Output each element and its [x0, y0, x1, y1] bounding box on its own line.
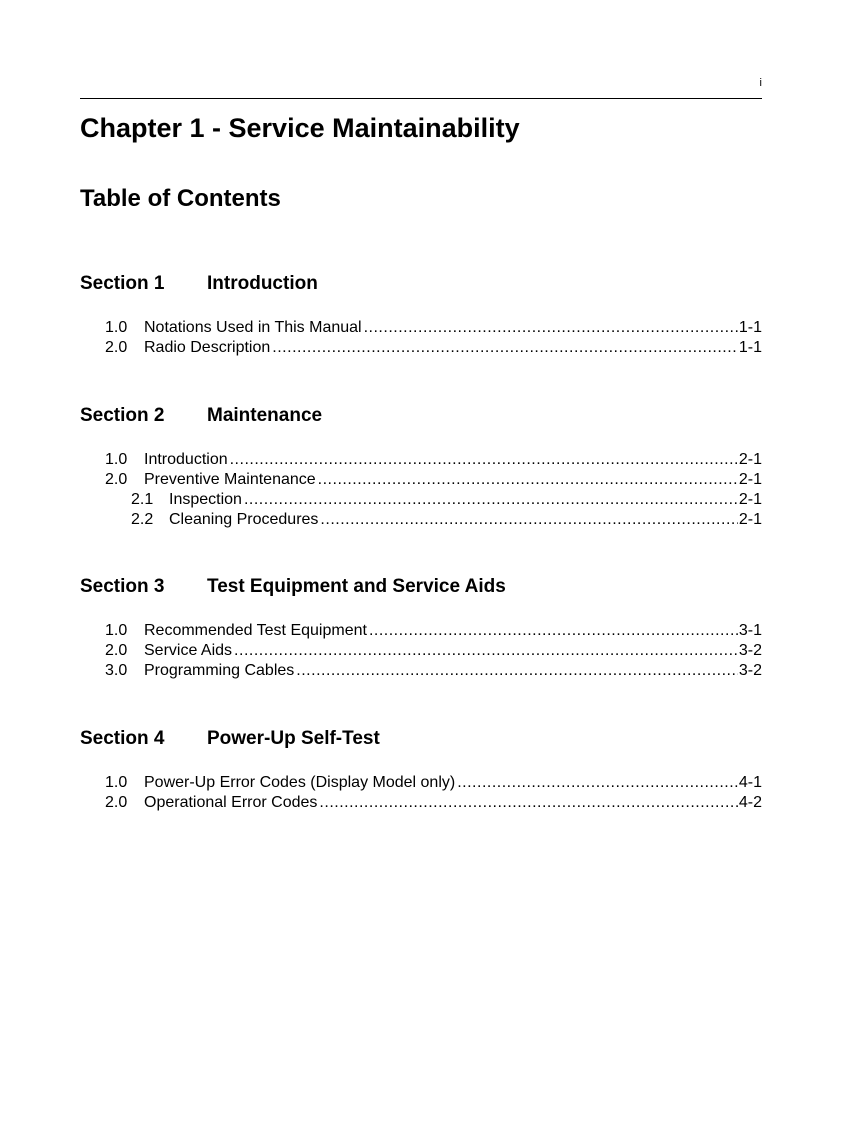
entry-number: 2.1 — [131, 491, 154, 508]
page-number: i — [759, 77, 762, 89]
section-label: Section 2 — [80, 405, 165, 426]
entry-title: Preventive Maintenance — [144, 471, 316, 488]
section-title: Power-Up Self-Test — [207, 728, 380, 749]
dot-leader — [230, 450, 738, 470]
toc-section-4 — [80, 727, 762, 813]
entry-page: 2-1 — [738, 451, 762, 468]
toc-section-1 — [80, 272, 762, 358]
toc-entry[interactable] — [80, 338, 762, 358]
toc-entry[interactable] — [80, 621, 762, 641]
toc-heading: Table of Contents — [80, 185, 281, 212]
toc-entry[interactable] — [80, 470, 762, 490]
entry-title: Inspection — [169, 491, 242, 508]
entry-page: 3-2 — [738, 662, 762, 679]
entry-title: Recommended Test Equipment — [144, 622, 367, 639]
entry-page: 1-1 — [738, 319, 762, 336]
entry-title: Service Aids — [144, 642, 233, 659]
toc-entry-list — [80, 621, 762, 681]
entry-number: 3.0 — [105, 662, 128, 679]
section-title: Maintenance — [207, 405, 323, 426]
section-label: Section 3 — [80, 576, 165, 597]
toc-entry[interactable] — [80, 641, 762, 661]
dot-leader — [364, 318, 738, 338]
entry-title: Programming Cables — [144, 662, 295, 679]
dot-leader — [234, 641, 738, 661]
entry-number: 2.2 — [131, 511, 154, 528]
entry-page: 1-1 — [738, 339, 762, 356]
entry-page: 3-1 — [738, 622, 762, 639]
entry-title: Cleaning Procedures — [169, 511, 319, 528]
toc-entry[interactable] — [80, 773, 762, 793]
toc-entry[interactable] — [80, 450, 762, 470]
entry-number: 2.0 — [105, 471, 128, 488]
entry-page: 4-1 — [738, 774, 762, 791]
entry-page: 3-2 — [738, 642, 762, 659]
dot-leader — [369, 621, 738, 641]
dot-leader — [457, 773, 738, 793]
section-heading — [80, 727, 762, 751]
entry-page: 4-2 — [738, 794, 762, 811]
entry-title: Operational Error Codes — [144, 794, 318, 811]
entry-title: Radio Description — [144, 339, 271, 356]
entry-number: 1.0 — [105, 774, 128, 791]
entry-number: 1.0 — [105, 451, 128, 468]
section-title: Test Equipment and Service Aids — [207, 576, 506, 597]
entry-title: Notations Used in This Manual — [144, 319, 362, 336]
toc-entry-list — [80, 773, 762, 813]
entry-number: 2.0 — [105, 339, 128, 356]
toc-entry[interactable] — [80, 318, 762, 338]
dot-leader — [320, 510, 737, 530]
dot-leader — [272, 338, 738, 358]
toc-subentry[interactable] — [80, 510, 762, 530]
dot-leader — [296, 661, 738, 681]
toc-section-2 — [80, 404, 762, 530]
entry-number: 2.0 — [105, 794, 128, 811]
entry-number: 1.0 — [105, 622, 128, 639]
header-rule — [80, 98, 762, 99]
section-label: Section 4 — [80, 728, 165, 749]
section-heading — [80, 272, 762, 296]
toc-entry[interactable] — [80, 793, 762, 813]
section-heading — [80, 575, 762, 599]
dot-leader — [319, 793, 737, 813]
entry-title: Power-Up Error Codes (Display Model only) — [144, 774, 456, 791]
entry-number: 2.0 — [105, 642, 128, 659]
entry-page: 2-1 — [738, 511, 762, 528]
section-label: Section 1 — [80, 273, 165, 294]
entry-page: 2-1 — [738, 471, 762, 488]
entry-title: Introduction — [144, 451, 228, 468]
dot-leader — [244, 490, 738, 510]
toc-section-3 — [80, 575, 762, 681]
toc-entry-list — [80, 450, 762, 530]
dot-leader — [318, 470, 738, 490]
section-heading — [80, 404, 762, 428]
toc-entry[interactable] — [80, 661, 762, 681]
entry-page: 2-1 — [738, 491, 762, 508]
chapter-title: Chapter 1 - Service Maintainability — [80, 113, 520, 143]
toc-entry-list — [80, 318, 762, 358]
section-title: Introduction — [207, 273, 318, 294]
entry-number: 1.0 — [105, 319, 128, 336]
toc-subentry[interactable] — [80, 490, 762, 510]
